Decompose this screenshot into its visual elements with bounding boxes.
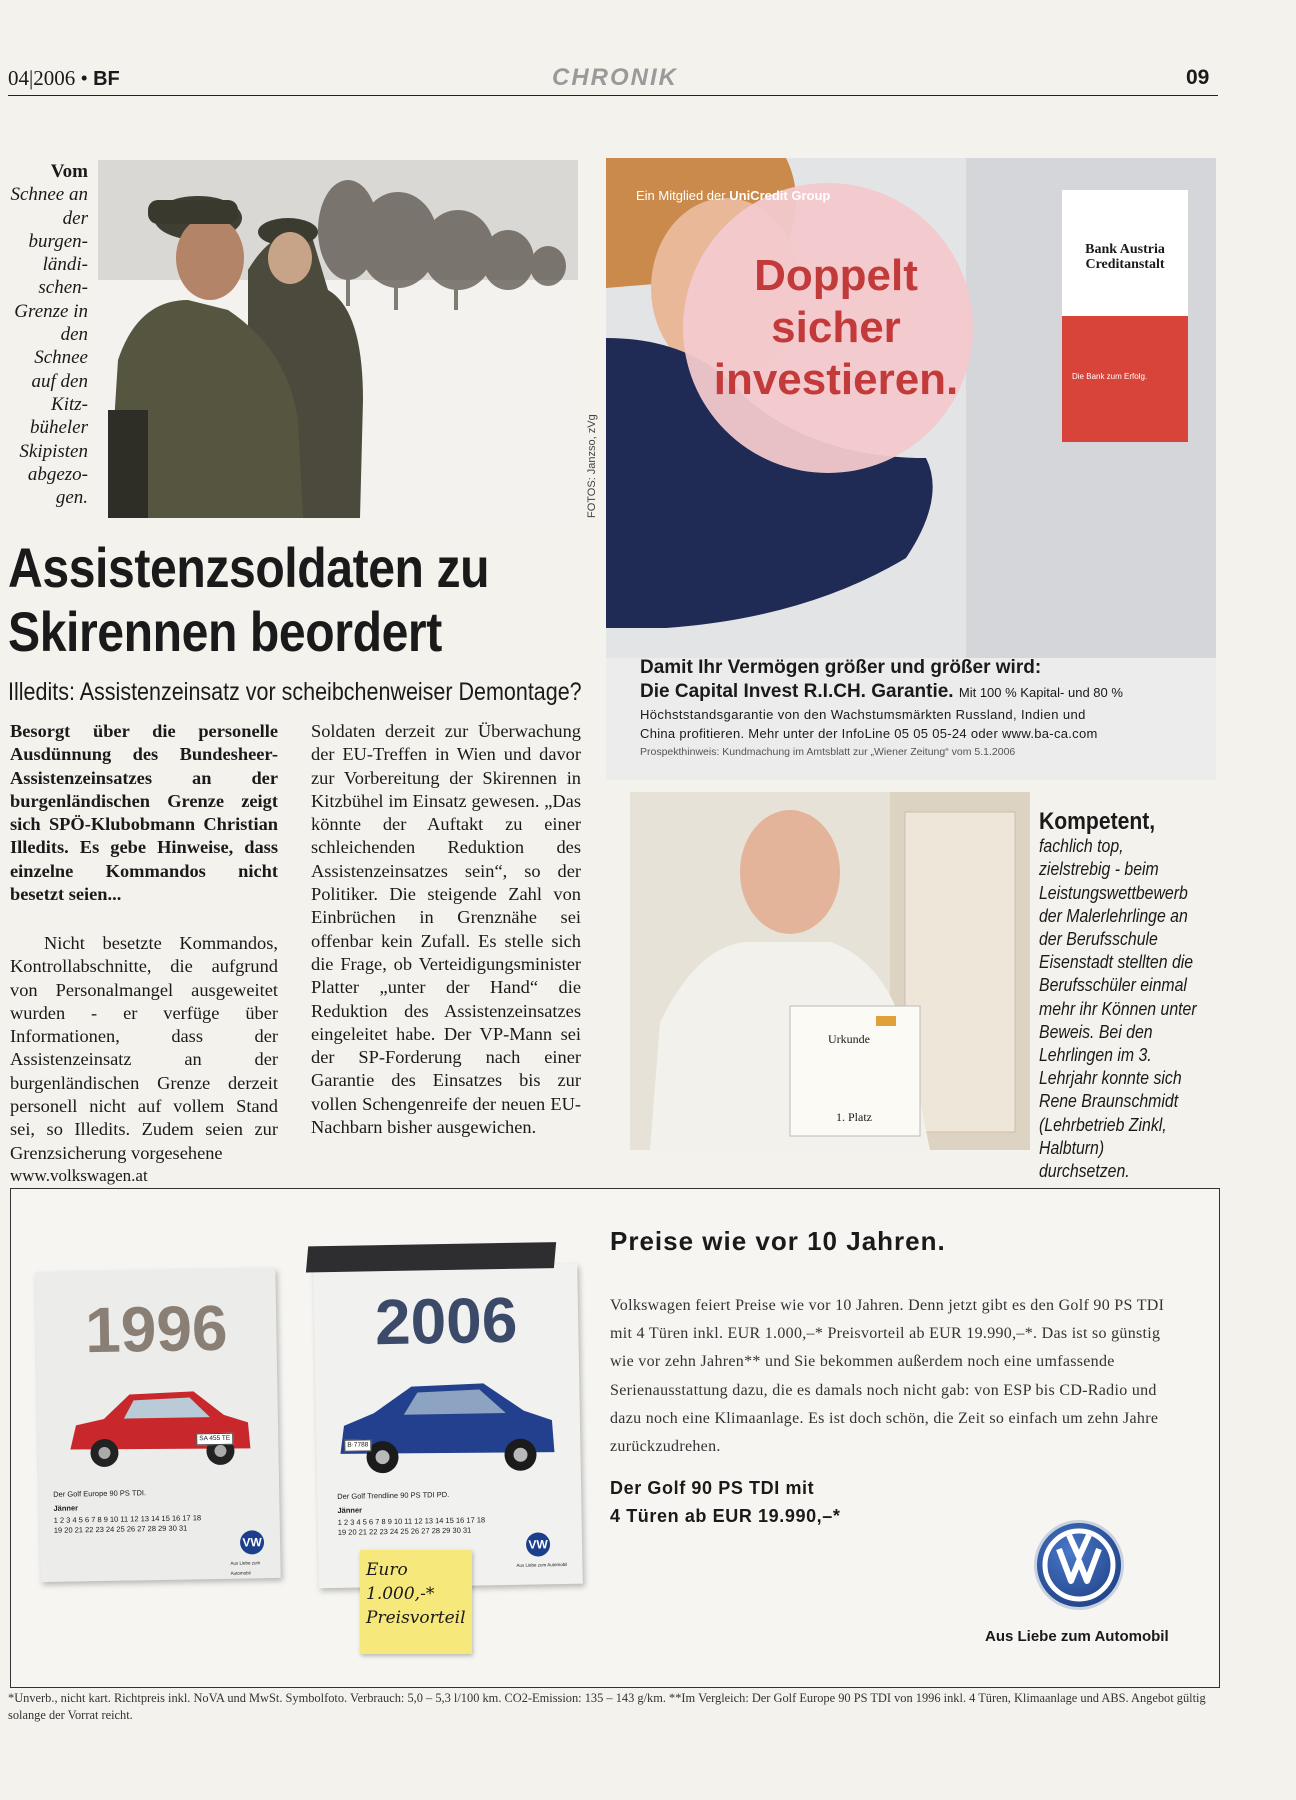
calendar-2006-month: Jänner — [337, 1505, 363, 1515]
bank-ad-text — [640, 656, 1220, 761]
vw-slogan: Aus Liebe zum Automobil — [985, 1628, 1169, 1645]
soldiers-photo — [98, 160, 578, 518]
calendar-2006 — [313, 1264, 583, 1589]
vw-ad-title: Preise wie vor 10 Jahren. — [610, 1226, 946, 1256]
bank-logo-panel — [1062, 190, 1188, 316]
vw-url: www.volkswagen.at — [10, 1166, 148, 1185]
bank-logo-tagline: Die Bank zum Erfolg. — [1072, 372, 1148, 381]
calendar-binding — [306, 1242, 556, 1272]
calendar-1996 — [35, 1268, 280, 1582]
calendar-2006-slogan: Aus Liebe zum Automobil — [516, 1561, 568, 1568]
vw-logo-small-icon: VW — [526, 1532, 550, 1556]
bubble-slogan: Doppelt sicher investieren. — [713, 251, 959, 404]
article-lead: Besorgt über die personelle Ausdünnung des Bundesheer-Assistenzeinsatzes an der burgenländischen Grenze zeigt sich SPÖ-Klubobmann Christian Illedits. Es gebe Hinweise, dass einzelne Kommandos nicht besetzt seien... — [10, 721, 278, 905]
issue-date: 04|2006 • BF — [8, 66, 120, 90]
section-title: CHRONIK — [552, 64, 678, 91]
certificate-title: Urkunde — [828, 1032, 870, 1046]
bank-ad-headline-1: Damit Ihr Vermögen größer und größer wird: — [640, 657, 1042, 678]
apprentice-caption: Kompetent, fachlich top, zielstrebig - beim Leistungswettbewerb der Malerlehrlinge an der Berufsschule Eisenstadt stellten die Berufsschüler einmal mehr ihr Können unter Beweis. Bei den Lehrlingen im 3. Lehrjahr konnte sich Rene Braunschmidt (Lehrbetrieb Zinkl, Halbturn) durchsetzen. — [1039, 808, 1197, 1182]
calendar-1996-days-1: 1 2 3 4 5 6 7 8 9 10 11 12 13 14 15 16 17 18 — [53, 1513, 202, 1525]
vw-ad-body: Volkswagen feiert Preise wie vor 10 Jahren. Denn jetzt gibt es den Golf 90 PS TDI mit 4 Türen inkl. EUR 1.000,–* Preisvorteil ab EUR 19.990,–*. Das ist so günstig wie vor zehn Jahren** und Sie bekommen außerdem noch eine umfassende Serienausstattung dazu, die es damals noch nicht gab: von ESP bis CD-Radio und dazu noch eine Klimaanlage. Es ist doch schön, die Zeit so einfach um zehn Jahre zurückzudrehen. — [610, 1297, 1165, 1456]
calendar-1996-slogan: Aus Liebe zum Automobil — [230, 1560, 261, 1576]
bank-logo-red-panel — [1062, 316, 1188, 442]
red-golf-plate: SA 455 TE — [196, 1433, 233, 1446]
article-body-column-1: Nicht besetzte Kommandos, Kontrollabschnitte, die aufgrund von Personalmangel ausgeweitet wurden - er verfüge über Informationen, dass der Assistenzeinsatz an der burgenländischen Grenze derzeit personell nicht auf vollem Stand sei, so Illedits. Zudem seien zur Grenzsicherung vorgesehene — [10, 933, 278, 1163]
calendar-2006-model: Der Golf Trendline 90 PS TDI PD. — [337, 1489, 450, 1501]
page-number: 09 — [1186, 66, 1210, 89]
photo-credit: FOTOS: Janzso, zVg — [586, 414, 598, 518]
calendar-1996-year: 1996 — [84, 1291, 229, 1367]
certificate-place: 1. Platz — [836, 1110, 872, 1124]
article-subheadline: Illedits: Assistenzeinsatz vor scheibchenweiser Demontage? — [8, 678, 582, 706]
apprentice-photo — [630, 792, 1030, 1150]
vw-ad-offer: Der Golf 90 PS TDI mit 4 Türen ab EUR 19.990,–* — [610, 1478, 841, 1526]
bank-ad-footnote: Prospekthinweis: Kundmachung im Amtsblatt zur „Wiener Zeitung“ vom 5.1.2006 — [640, 746, 1016, 758]
calendar-1996-month: Jänner — [53, 1503, 79, 1513]
bank-ad-body-2: Höchststandsgarantie von den Wachstumsmärkten Russland, Indien und — [640, 707, 1086, 722]
header-rule — [8, 95, 1218, 96]
calendar-2006-days-2: 19 20 21 22 23 24 25 26 27 28 29 30 31 — [337, 1525, 472, 1537]
bank-logo-subname: Creditanstalt — [1085, 257, 1165, 272]
bank-ad-headline-2: Die Capital Invest R.I.CH. Garantie. — [640, 681, 954, 702]
publication-name: BF — [93, 68, 120, 90]
calendar-1996-days-2: 19 20 21 22 23 24 25 26 27 28 29 30 31 — [53, 1523, 188, 1535]
photo-caption: Vom Schnee an der burgen-ländi-schen-Grenze in den Schnee auf den Kitz-büheler Skipisten abgezo-gen. — [10, 161, 88, 509]
bank-logo-name: Bank Austria — [1085, 242, 1165, 257]
vw-footnote: *Unverb., nicht kart. Richtpreis inkl. NoVA und MwSt. Symbolfoto. Verbrauch: 5,0 – 5,3 l/100 km. CO2-Emission: 135 – 143 g/km. **Im Vergleich: Der Golf Europe 90 PS TDI von 1996 inkl. 4 Türen, Klimaanlage und ABS. Angebot gültig solange der Vorrat reicht. — [8, 1691, 1206, 1722]
vw-logo-icon — [1034, 1520, 1124, 1610]
unicredit-member-label: Ein Mitglied der UniCredit Group — [636, 188, 831, 203]
blue-golf-car — [333, 1370, 561, 1484]
article-body-column-2: Soldaten derzeit zur Überwachung der EU-Treffen in Wien und davor zur Vorbereitung der Skirennen in Kitzbühel im Einsatz gewesen. „Das könnte der Auftakt zu einer schleichenden Reduktion des Assistenzeinsatzes sein“, so der Politiker. Die steigende Zahl von Einbrüchen in Grenznähe sei offenbar kein Zufall. Es stelle sich die Frage, ob Verteidigungsminister Platter „unter der Hand“ die Reduktion des Assistenzeinsatzes eingeleitet habe. Der VP-Mann sei der SP-Forderung nach einer Garantie des Einsatzes bis zur vollen Schengenreife der neuen EU-Nachbarn bisher ausgewichen. — [311, 721, 581, 1138]
vw-logo-small-icon: VW — [240, 1530, 264, 1554]
bank-ad-body-1: Mit 100 % Kapital- und 80 % — [958, 685, 1123, 700]
price-sticky-note: Euro 1.000,-* Preisvorteil — [360, 1550, 472, 1654]
calendar-2006-year: 2006 — [374, 1283, 518, 1359]
bank-ad-body-3: China profitieren. Mehr unter der InfoLine 05 05 05-24 oder www.ba-ca.com — [640, 726, 1098, 741]
blue-golf-plate: B·7788 — [344, 1439, 371, 1451]
article-headline: Assistenzsoldaten zu Skirennen beordert — [8, 536, 490, 663]
red-golf-car — [63, 1376, 255, 1479]
calendar-1996-model: Der Golf Europe 90 PS TDI. — [53, 1488, 147, 1499]
calendar-2006-days-1: 1 2 3 4 5 6 7 8 9 10 11 12 13 14 15 16 17 18 — [337, 1515, 486, 1527]
